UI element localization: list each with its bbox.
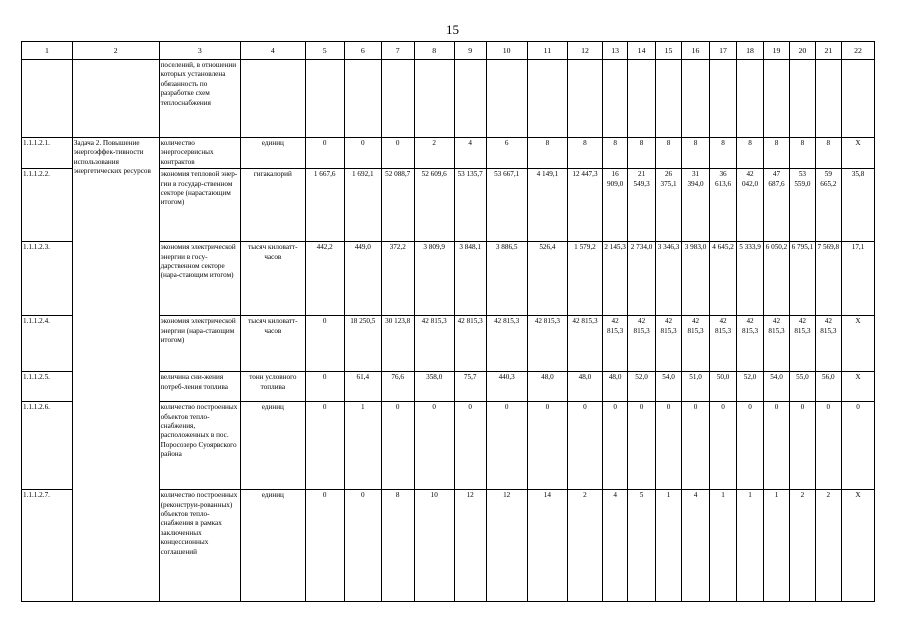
header-cell: 5: [305, 42, 344, 60]
row-value-cell: [381, 60, 414, 138]
row-value-cell: 1: [655, 490, 681, 602]
row-value-cell: 14: [527, 490, 567, 602]
row-value-cell: 16 909,0: [602, 169, 627, 242]
row-value-cell: 42 815,3: [655, 316, 681, 372]
row-value-cell: 8: [655, 138, 681, 169]
row-value-cell: 0: [305, 316, 344, 372]
row-value-cell: 8: [682, 138, 710, 169]
row-value-cell: Х: [842, 490, 875, 602]
row-value-cell: 0: [414, 402, 454, 490]
row-name-cell: количество построенных (реконструи-рованных) объектов тепло-снабжения в рамках заключенных концессионных соглашений: [159, 490, 240, 602]
row-value-cell: 0: [454, 402, 486, 490]
row-value-cell: 42 815,3: [602, 316, 627, 372]
row-value-cell: 7 569,8: [815, 242, 841, 316]
row-name-cell: количество построенных объектов тепло-снабжения, расположенных в пос. Поросозеро Суоярвского района: [159, 402, 240, 490]
row-value-cell: 75,7: [454, 372, 486, 402]
row-value-cell: 8: [568, 138, 603, 169]
row-value-cell: 2: [568, 490, 603, 602]
row-value-cell: 26 375,1: [655, 169, 681, 242]
row-value-cell: [842, 60, 875, 138]
row-value-cell: 3 886,5: [486, 242, 527, 316]
row-name-cell: экономия электрической энергии в госу-дарственном секторе (нара-стающим итогом): [159, 242, 240, 316]
row-name-cell: поселений, в отношении которых установлена обязанность по разработке схем теплоснабжения: [159, 60, 240, 138]
row-value-cell: 50,0: [709, 372, 737, 402]
row-value-cell: 8: [602, 138, 627, 169]
row-name-cell: количество энергосервисных контрактов: [159, 138, 240, 169]
row-code-cell: 1.1.1.2.1.: [22, 138, 73, 169]
row-value-cell: 42 815,3: [628, 316, 656, 372]
row-value-cell: 5: [628, 490, 656, 602]
row-value-cell: 2: [414, 138, 454, 169]
row-value-cell: [602, 60, 627, 138]
row-value-cell: 48,0: [602, 372, 627, 402]
indicators-table: [21, 41, 875, 602]
row-code-cell: 1.1.1.2.2.: [22, 169, 73, 242]
row-unit-cell: единиц: [241, 402, 306, 490]
row-value-cell: [527, 60, 567, 138]
row-value-cell: 1 579,2: [568, 242, 603, 316]
header-cell: 18: [737, 42, 763, 60]
row-value-cell: 0: [381, 138, 414, 169]
row-value-cell: 0: [763, 402, 789, 490]
header-cell: 3: [159, 42, 240, 60]
row-value-cell: 0: [682, 402, 710, 490]
header-cell: 13: [602, 42, 627, 60]
header-cell: 11: [527, 42, 567, 60]
row-value-cell: 0: [842, 402, 875, 490]
row-value-cell: 8: [763, 138, 789, 169]
row-value-cell: 42 815,3: [763, 316, 789, 372]
row-value-cell: 47 687,6: [763, 169, 789, 242]
row-code-cell: 1.1.1.2.6.: [22, 402, 73, 490]
row-unit-cell: тысяч киловатт-часов: [241, 242, 306, 316]
row-value-cell: 10: [414, 490, 454, 602]
row-value-cell: 61,4: [344, 372, 381, 402]
row-value-cell: 0: [815, 402, 841, 490]
row-value-cell: 2 145,3: [602, 242, 627, 316]
header-cell: 16: [682, 42, 710, 60]
row-value-cell: 17,1: [842, 242, 875, 316]
row-value-cell: 5 333,9: [737, 242, 763, 316]
row-value-cell: 0: [709, 402, 737, 490]
header-cell: 4: [241, 42, 306, 60]
row-value-cell: 31 394,0: [682, 169, 710, 242]
row-value-cell: [454, 60, 486, 138]
row-code-cell: [22, 60, 73, 138]
header-cell: 6: [344, 42, 381, 60]
row-value-cell: 0: [568, 402, 603, 490]
row-code-cell: 1.1.1.2.5.: [22, 372, 73, 402]
row-value-cell: 526,4: [527, 242, 567, 316]
row-value-cell: 442,2: [305, 242, 344, 316]
row-value-cell: 52 609,6: [414, 169, 454, 242]
header-cell: 9: [454, 42, 486, 60]
row-value-cell: [655, 60, 681, 138]
row-value-cell: [628, 60, 656, 138]
table-row: [22, 138, 875, 169]
row-value-cell: 54,0: [763, 372, 789, 402]
header-cell: 2: [72, 42, 159, 60]
row-value-cell: 8: [737, 138, 763, 169]
row-value-cell: 53 559,0: [790, 169, 815, 242]
row-code-cell: 1.1.1.2.4.: [22, 316, 73, 372]
row-value-cell: [344, 60, 381, 138]
row-value-cell: 42 815,3: [568, 316, 603, 372]
row-value-cell: [305, 60, 344, 138]
row-name-cell: экономия электрической энергии (нара-стающим итогом): [159, 316, 240, 372]
row-value-cell: 449,0: [344, 242, 381, 316]
row-value-cell: 4: [602, 490, 627, 602]
header-cell: 17: [709, 42, 737, 60]
row-value-cell: [486, 60, 527, 138]
row-value-cell: [763, 60, 789, 138]
row-unit-cell: тонн условного топлива: [241, 372, 306, 402]
row-value-cell: 1 692,1: [344, 169, 381, 242]
row-value-cell: 42 815,3: [737, 316, 763, 372]
header-cell: 19: [763, 42, 789, 60]
row-value-cell: 21 549,3: [628, 169, 656, 242]
header-cell: 12: [568, 42, 603, 60]
row-value-cell: 1: [709, 490, 737, 602]
row-value-cell: 2 734,0: [628, 242, 656, 316]
row-value-cell: 8: [790, 138, 815, 169]
row-value-cell: 52,0: [628, 372, 656, 402]
row-value-cell: 53 135,7: [454, 169, 486, 242]
header-cell: 15: [655, 42, 681, 60]
row-value-cell: 51,0: [682, 372, 710, 402]
page-number: 15: [446, 22, 459, 37]
row-value-cell: 76,6: [381, 372, 414, 402]
row-value-cell: 42 815,3: [414, 316, 454, 372]
row-value-cell: 18 250,5: [344, 316, 381, 372]
row-value-cell: 3 848,1: [454, 242, 486, 316]
row-value-cell: 30 123,8: [381, 316, 414, 372]
row-value-cell: 42 815,3: [815, 316, 841, 372]
row-value-cell: 42 042,0: [737, 169, 763, 242]
table-row: [22, 60, 875, 138]
row-value-cell: 0: [737, 402, 763, 490]
row-value-cell: 3 809,9: [414, 242, 454, 316]
row-value-cell: 3 346,3: [655, 242, 681, 316]
row-unit-cell: тысяч киловатт-часов: [241, 316, 306, 372]
row-value-cell: Х: [842, 372, 875, 402]
row-value-cell: 0: [655, 402, 681, 490]
row-task-cell: Задача 2. Повышение энергоэффек-тивности использования энергетических ресурсов: [72, 138, 159, 602]
row-value-cell: 6: [486, 138, 527, 169]
row-value-cell: 0: [305, 372, 344, 402]
row-value-cell: 42 815,3: [790, 316, 815, 372]
row-value-cell: 48,0: [527, 372, 567, 402]
row-value-cell: 52,0: [737, 372, 763, 402]
row-value-cell: 0: [305, 138, 344, 169]
row-value-cell: 42 815,3: [527, 316, 567, 372]
row-code-cell: 1.1.1.2.7.: [22, 490, 73, 602]
row-value-cell: 2: [790, 490, 815, 602]
row-value-cell: 8: [815, 138, 841, 169]
row-unit-cell: единиц: [241, 490, 306, 602]
header-cell: 20: [790, 42, 815, 60]
row-value-cell: Х: [842, 138, 875, 169]
row-value-cell: 0: [602, 402, 627, 490]
row-value-cell: 0: [790, 402, 815, 490]
row-value-cell: 0: [527, 402, 567, 490]
row-value-cell: 36 613,6: [709, 169, 737, 242]
row-value-cell: 4 645,2: [709, 242, 737, 316]
row-value-cell: 0: [344, 138, 381, 169]
row-value-cell: [568, 60, 603, 138]
header-cell: 21: [815, 42, 841, 60]
row-value-cell: 6 050,2: [763, 242, 789, 316]
row-value-cell: 42 815,3: [454, 316, 486, 372]
row-value-cell: 8: [628, 138, 656, 169]
row-unit-cell: гигакалорий: [241, 169, 306, 242]
row-value-cell: 56,0: [815, 372, 841, 402]
row-value-cell: 8: [709, 138, 737, 169]
row-value-cell: 55,0: [790, 372, 815, 402]
row-value-cell: 358,0: [414, 372, 454, 402]
row-value-cell: 0: [305, 490, 344, 602]
row-value-cell: 440,3: [486, 372, 527, 402]
row-value-cell: 372,2: [381, 242, 414, 316]
row-value-cell: [414, 60, 454, 138]
row-value-cell: 12: [454, 490, 486, 602]
row-code-cell: 1.1.1.2.3.: [22, 242, 73, 316]
row-value-cell: 42 815,3: [486, 316, 527, 372]
row-value-cell: 52 088,7: [381, 169, 414, 242]
row-value-cell: 1: [737, 490, 763, 602]
row-value-cell: 8: [527, 138, 567, 169]
row-value-cell: 3 983,0: [682, 242, 710, 316]
row-value-cell: [737, 60, 763, 138]
header-row: [22, 42, 875, 60]
header-cell: 8: [414, 42, 454, 60]
row-value-cell: 1: [763, 490, 789, 602]
header-cell: 1: [22, 42, 73, 60]
row-value-cell: 59 665,2: [815, 169, 841, 242]
row-value-cell: Х: [842, 316, 875, 372]
header-cell: 22: [842, 42, 875, 60]
row-value-cell: 54,0: [655, 372, 681, 402]
row-value-cell: 4: [454, 138, 486, 169]
row-value-cell: 0: [628, 402, 656, 490]
header-cell: 10: [486, 42, 527, 60]
row-task-cell: [72, 60, 159, 138]
row-value-cell: 12 447,3: [568, 169, 603, 242]
row-name-cell: величина сни-жения потреб-ления топлива: [159, 372, 240, 402]
row-value-cell: [682, 60, 710, 138]
header-cell: 14: [628, 42, 656, 60]
row-value-cell: 42 815,3: [709, 316, 737, 372]
row-value-cell: 12: [486, 490, 527, 602]
row-value-cell: 53 667,1: [486, 169, 527, 242]
row-value-cell: 2: [815, 490, 841, 602]
row-value-cell: 0: [486, 402, 527, 490]
header-cell: 7: [381, 42, 414, 60]
row-value-cell: 0: [305, 402, 344, 490]
row-value-cell: 4: [682, 490, 710, 602]
row-value-cell: 0: [381, 402, 414, 490]
row-value-cell: [709, 60, 737, 138]
row-value-cell: [815, 60, 841, 138]
row-value-cell: 1 667,6: [305, 169, 344, 242]
row-value-cell: 1: [344, 402, 381, 490]
row-value-cell: 35,8: [842, 169, 875, 242]
row-value-cell: [790, 60, 815, 138]
row-value-cell: 6 795,1: [790, 242, 815, 316]
row-value-cell: 4 149,1: [527, 169, 567, 242]
row-value-cell: 42 815,3: [682, 316, 710, 372]
row-value-cell: 0: [344, 490, 381, 602]
row-name-cell: экономия тепловой энер-гии в государ-ственном секторе (нарастающим итогом): [159, 169, 240, 242]
row-unit-cell: [241, 60, 306, 138]
row-value-cell: 48,0: [568, 372, 603, 402]
row-unit-cell: единиц: [241, 138, 306, 169]
row-value-cell: 8: [381, 490, 414, 602]
